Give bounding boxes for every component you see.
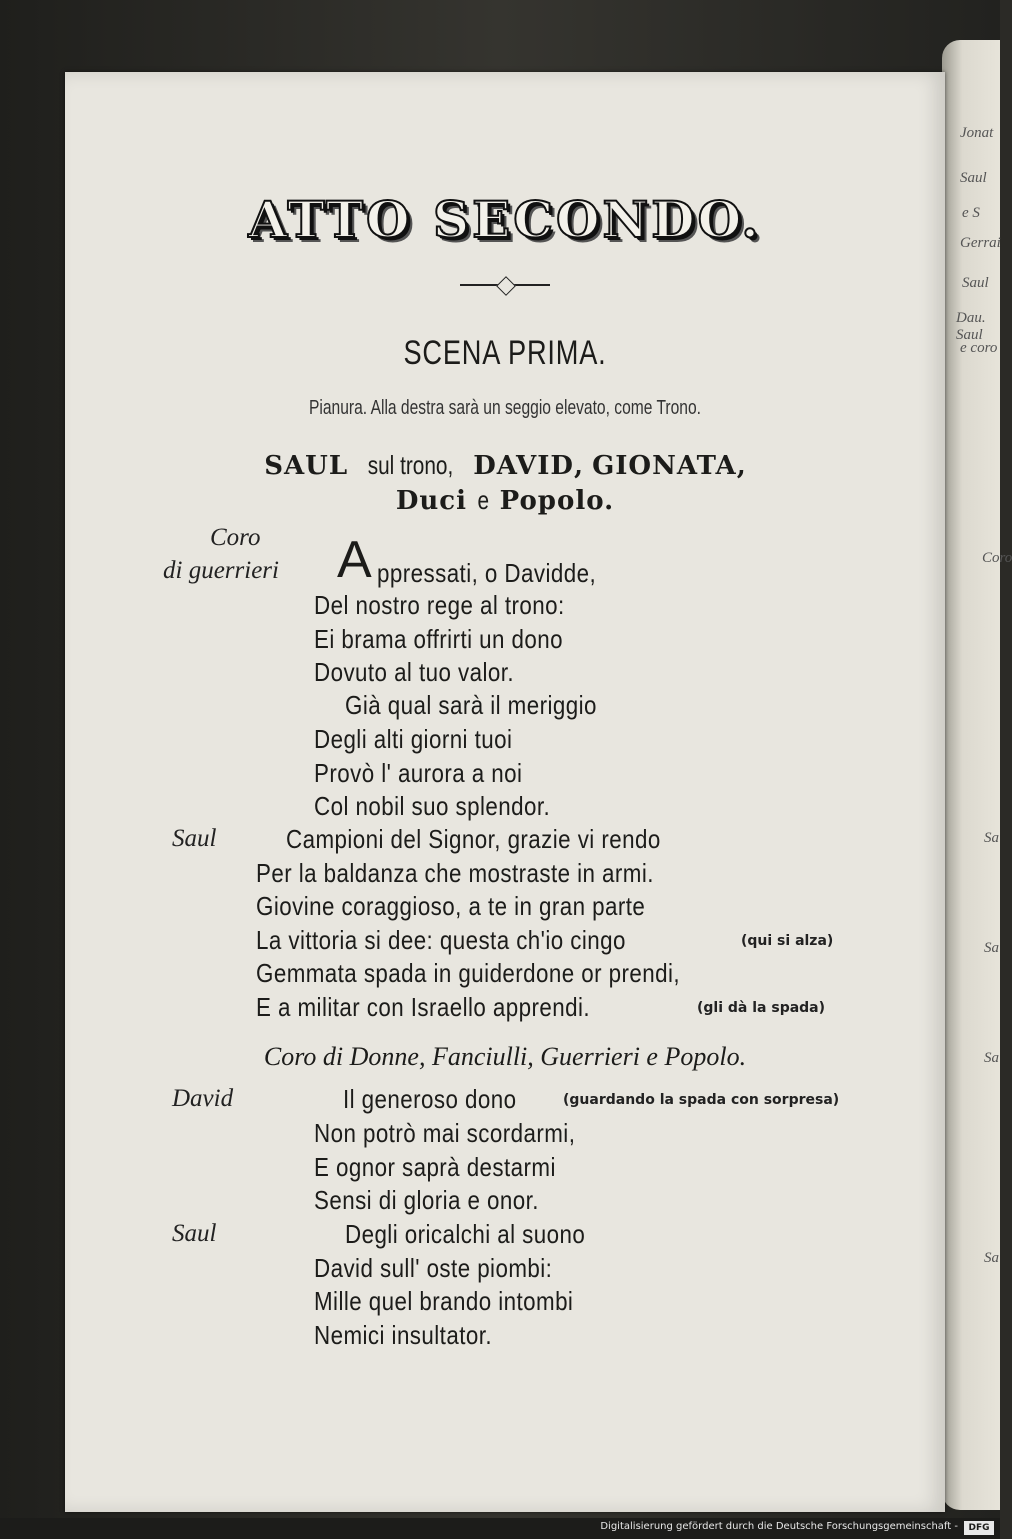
character-saul: SAUL	[264, 451, 349, 481]
verse-line: Mille quel brando intombi	[314, 1286, 574, 1316]
verse-line: La vittoria si dee: questa ch'io cingo	[256, 925, 626, 955]
adjacent-page-fragment: Sa	[984, 830, 999, 846]
character-note: sul trono,	[367, 450, 454, 480]
verse-line: Ei brama offrirti un dono	[314, 624, 563, 654]
verse-line: Nemici insultator.	[314, 1320, 492, 1350]
verse-line: Non potrò mai scordarmi,	[314, 1118, 576, 1148]
adjacent-page-fragment: Coro	[982, 550, 1012, 566]
character-david: DAVID	[473, 451, 574, 481]
character-list-line-2	[65, 485, 945, 516]
stage-direction: (gli dà la spada)	[697, 1000, 826, 1016]
verse-line: Per la baldanza che mostraste in armi.	[256, 858, 654, 888]
drop-cap: A	[337, 531, 372, 589]
verse-line: Già qual sarà il meriggio	[345, 690, 597, 720]
adjacent-page-fragment: Sa	[984, 1050, 999, 1066]
character-popolo: Popolo.	[499, 486, 615, 516]
adjacent-page-fragment: Dau. Saul	[956, 310, 986, 343]
act-title: ATTO SECONDO.	[248, 190, 762, 249]
verse-line: Giovine coraggioso, a te in gran parte	[256, 891, 646, 921]
character-conjunction: e	[477, 485, 490, 515]
verse-line: Del nostro rege al trono:	[314, 590, 565, 620]
verse-line: E a militar con Israello apprendi.	[256, 992, 591, 1022]
chorus-heading: Coro di Donne, Fanciulli, Guerrieri e Popolo.	[263, 1042, 747, 1071]
scene-setting: Pianura. Alla destra sarà un seggio elevato, come Trono.	[309, 397, 701, 419]
verse-line: Campioni del Signor, grazie vi rendo	[286, 824, 661, 854]
verse-line: E ognor saprà destarmi	[314, 1152, 556, 1182]
stage-direction: (guardando la spada con sorpresa)	[563, 1092, 840, 1108]
verse-line: Gemmata spada in guiderdone or prendi,	[256, 958, 681, 988]
speaker-coro: Coro	[210, 524, 261, 551]
adjacent-page-fragment: Sa	[984, 1250, 999, 1266]
speaker-saul: Saul	[172, 825, 217, 852]
speaker-coro-guerrieri: di guerrieri	[163, 557, 279, 584]
stage-direction: (qui si alza)	[741, 933, 834, 949]
verse-line: David sull' oste piombi:	[314, 1253, 553, 1283]
speaker-david: David	[172, 1085, 234, 1112]
adjacent-page-fragment: Sa	[984, 940, 999, 956]
adjacent-page-edge	[942, 40, 1012, 1510]
character-list-line-1: SAUL sul trono, DAVID, GIONATA,	[264, 450, 746, 481]
verse-line: Provò l' aurora a noi	[314, 758, 523, 788]
footer-credit: Digitalisierung gefördert durch die Deutsche Forschungsgemeinschaft -	[600, 1521, 958, 1532]
character-gionata: GIONATA	[592, 451, 737, 481]
speaker-saul: Saul	[172, 1220, 217, 1247]
character-duci: Duci	[395, 486, 468, 516]
dfg-logo: DFG	[964, 1521, 994, 1535]
adjacent-page-fragment: Gerrai	[960, 235, 1001, 251]
adjacent-page-fragment: Saul	[962, 275, 989, 291]
verse-line: Degli alti giorni tuoi	[314, 724, 513, 754]
digitization-footer	[0, 1518, 1000, 1539]
adjacent-page-fragment: Saul	[960, 170, 987, 186]
adjacent-page-fragment: e S	[962, 205, 980, 221]
adjacent-page-fragment: e coro	[960, 340, 998, 356]
verse-line: ppressati, o Davidde,	[377, 558, 597, 588]
adjacent-page-fragment: Jonat	[960, 125, 994, 141]
libretto-page	[65, 72, 945, 1512]
ornament-diamond	[496, 276, 516, 296]
verse-line: Degli oricalchi al suono	[345, 1219, 586, 1249]
scene-title: SCENA PRIMA.	[403, 334, 607, 372]
verse-line: Il generoso dono	[343, 1084, 517, 1114]
verse-line: Dovuto al tuo valor.	[314, 657, 515, 687]
verse-line: Col nobil suo splendor.	[314, 791, 551, 821]
verse-line: Sensi di gloria e onor.	[314, 1185, 539, 1215]
